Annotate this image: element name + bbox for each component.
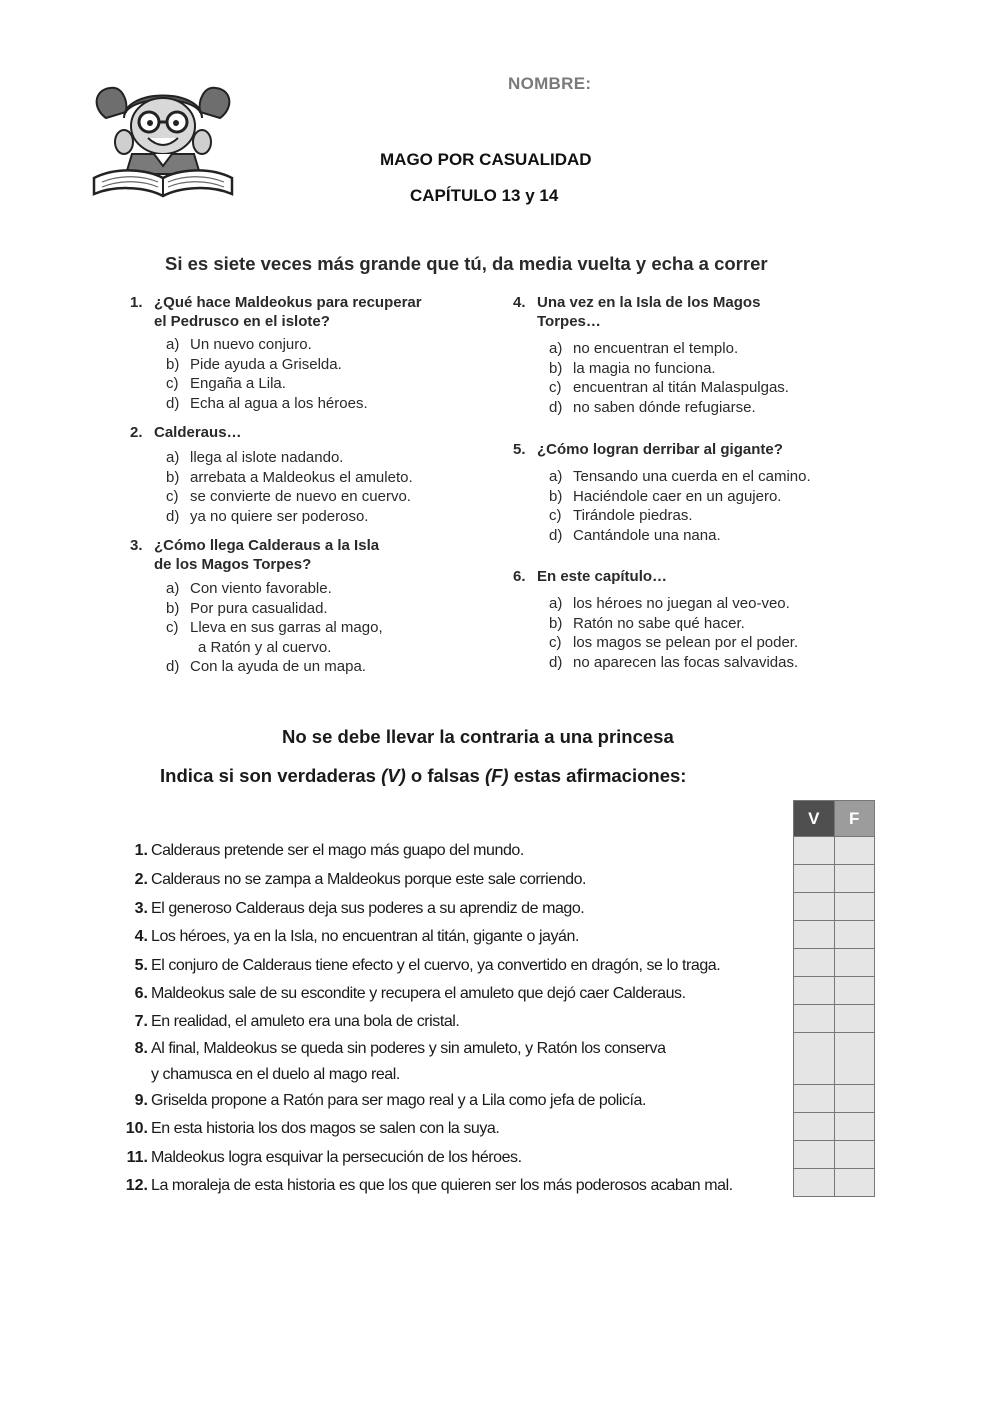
statement-row [118, 928, 579, 946]
option-text: Con viento favorable. [190, 580, 332, 597]
answer-cell-v[interactable] [794, 865, 835, 893]
question-text: En este capítulo… [537, 568, 668, 585]
answer-cell-v[interactable] [794, 921, 835, 949]
reading-girl-clipart-icon [88, 78, 238, 200]
question-text: el Pedrusco en el islote? [154, 313, 330, 330]
answer-cell-v[interactable] [794, 1005, 835, 1033]
answer-cell-v[interactable] [794, 837, 835, 865]
statement-text: Maldeokus logra esquivar la persecución de los héroes. [151, 1149, 522, 1166]
option [166, 599, 383, 619]
question-number: 3. [130, 537, 143, 554]
answer-cell-v[interactable] [794, 1085, 835, 1113]
option-text: no saben dónde refugiarse. [573, 398, 756, 416]
option-letter: d) [549, 653, 563, 671]
answer-cell-f[interactable] [834, 977, 875, 1005]
option [549, 653, 798, 673]
question-number: 5. [513, 441, 526, 458]
statement-number: 4. [134, 928, 148, 945]
statement-text: En realidad, el amuleto era una bola de cristal. [151, 1013, 460, 1030]
option-text: Echa al agua a los héroes. [190, 394, 368, 412]
question-6-options [549, 594, 798, 672]
option [166, 657, 383, 677]
statement-text: Los héroes, ya en la Isla, no encuentran al titán, gigante o jayán. [151, 928, 579, 945]
option-letter: b) [549, 359, 563, 377]
option-letter: d) [166, 658, 180, 676]
option-letter: c) [166, 375, 179, 393]
question-3 [130, 536, 379, 574]
question-text: de los Magos Torpes? [154, 556, 312, 573]
statement-text: Maldeokus sale de su escondite y recupera el amuleto que dejó caer Calderaus. [151, 985, 686, 1002]
statement-number: 8. [134, 1040, 148, 1057]
answer-cell-v[interactable] [794, 1141, 835, 1169]
statement-text: Calderaus no se zampa a Maldeokus porque este sale corriendo. [151, 871, 587, 888]
question-text: Torpes… [537, 313, 601, 330]
statement-number: 12. [125, 1177, 148, 1194]
option [549, 487, 811, 507]
book-title: MAGO POR CASUALIDAD [380, 150, 592, 169]
option-text: Con la ayuda de un mapa. [190, 658, 366, 676]
question-5-options [549, 467, 811, 545]
statement-number: 2. [134, 871, 148, 888]
option [549, 594, 798, 614]
option [166, 618, 383, 638]
statement-text: Griselda propone a Ratón para ser mago real y a Lila como jefa de policía. [151, 1092, 646, 1109]
question-4-options [549, 339, 789, 417]
option [166, 394, 368, 414]
option-letter: b) [549, 487, 563, 505]
option-letter: b) [166, 355, 180, 373]
statement-text: El generoso Calderaus deja sus poderes a su aprendiz de mago. [151, 900, 585, 917]
option-text: Tensando una cuerda en el camino. [573, 468, 811, 485]
statement-row [118, 1120, 499, 1138]
statement-row [118, 1177, 733, 1195]
option [166, 448, 413, 468]
statement-number: 3. [134, 900, 148, 917]
answer-cell-v[interactable] [794, 1113, 835, 1141]
option-letter: a) [549, 468, 563, 485]
answer-cell-v[interactable] [794, 977, 835, 1005]
option [166, 468, 413, 488]
statement-row [118, 842, 524, 860]
option [549, 526, 811, 546]
option-text: Haciéndole caer en un agujero. [573, 487, 782, 505]
instruction-text: estas afirmaciones: [508, 765, 687, 786]
option [549, 378, 789, 398]
column-header-v: V [794, 801, 835, 837]
option-text: se convierte de nuevo en cuervo. [190, 488, 411, 506]
option [549, 506, 811, 526]
option-letter: a) [549, 340, 563, 357]
option-text: los héroes no juegan al veo-veo. [573, 595, 790, 612]
option-letter: b) [549, 614, 563, 632]
question-number: 1. [130, 294, 143, 311]
statement-number: 1. [134, 842, 148, 859]
option [166, 507, 413, 527]
option-text: Lleva en sus garras al mago, [190, 619, 383, 637]
true-false-grid [793, 800, 875, 1197]
option-text-continued: a Ratón y al cuervo. [198, 638, 332, 656]
statement-text: Al final, Maldeokus se queda sin poderes y sin amuleto, y Ratón los conserva [151, 1040, 666, 1057]
option-text: Pide ayuda a Griselda. [190, 355, 342, 373]
statement-row [118, 1013, 459, 1031]
option-letter: d) [166, 394, 180, 412]
option-letter: c) [549, 379, 562, 397]
option-letter: a) [549, 595, 563, 612]
option-text: encuentran al titán Malaspulgas. [573, 379, 789, 397]
instruction-text: o falsas [405, 765, 485, 786]
question-1-options [166, 335, 368, 413]
option-text: arrebata a Maldeokus el amuleto. [190, 468, 413, 486]
answer-cell-v[interactable] [794, 1169, 835, 1197]
answer-cell-f[interactable] [834, 921, 875, 949]
option-letter: a) [166, 449, 180, 466]
option [166, 335, 368, 355]
statement-row [118, 985, 686, 1003]
section2-title: No se debe llevar la contraria a una princesa [282, 726, 674, 747]
option-text: Un nuevo conjuro. [190, 336, 312, 353]
answer-cell-f[interactable] [834, 837, 875, 865]
statement-text: En esta historia los dos magos se salen con la suya. [151, 1120, 500, 1137]
statement-text: Calderaus pretende ser el mago más guapo del mundo. [151, 842, 524, 859]
question-number: 2. [130, 424, 143, 441]
option-letter: c) [549, 507, 562, 525]
question-number: 6. [513, 568, 526, 585]
statement-number: 9. [134, 1092, 148, 1109]
instruction-f: (F) [484, 765, 509, 786]
question-text: ¿Cómo logran derribar al gigante? [537, 441, 783, 458]
instruction-v: (V) [381, 765, 406, 786]
option-letter: c) [166, 619, 179, 637]
statement-number: 11. [126, 1149, 148, 1166]
instruction-text: Indica si son verdaderas [160, 765, 382, 786]
statement-row [118, 871, 586, 889]
answer-cell-f[interactable] [834, 1141, 875, 1169]
answer-cell-f[interactable] [834, 1113, 875, 1141]
option [549, 614, 798, 634]
answer-cell-f[interactable] [834, 1169, 875, 1197]
question-6 [513, 567, 667, 586]
question-3-options [166, 579, 383, 677]
option [166, 579, 383, 599]
option-text: Engaña a Lila. [190, 375, 286, 393]
statement-text: La moraleja de esta historia es que los que quieren ser los más poderosos acaban mal. [151, 1177, 733, 1194]
option-letter: a) [166, 580, 180, 597]
option [549, 467, 811, 487]
option [549, 359, 789, 379]
option-text: Ratón no sabe qué hacer. [573, 614, 745, 632]
option-letter: d) [549, 526, 563, 544]
option-text: los magos se pelean por el poder. [573, 634, 799, 652]
answer-cell-f[interactable] [834, 865, 875, 893]
column-header-f: F [834, 801, 875, 837]
statement-row [118, 1149, 522, 1167]
answer-cell-f[interactable] [834, 1005, 875, 1033]
question-text: ¿Cómo llega Calderaus a la Isla [154, 537, 380, 554]
option [166, 374, 368, 394]
option-letter: d) [549, 398, 563, 416]
answer-cell-f[interactable] [834, 893, 875, 921]
statement-number: 7. [134, 1013, 148, 1030]
nombre-label: NOMBRE: [508, 74, 592, 93]
answer-cell-f[interactable] [834, 1085, 875, 1113]
option-letter: d) [166, 507, 180, 525]
option [549, 339, 789, 359]
question-2 [130, 423, 242, 442]
question-text: Una vez en la Isla de los Magos [537, 294, 761, 311]
answer-cell-f[interactable] [834, 1033, 875, 1085]
option-text: llega al islote nadando. [190, 449, 344, 466]
statement-number: 6. [134, 985, 148, 1002]
option-text: no aparecen las focas salvavidas. [573, 653, 799, 671]
statement-row [118, 957, 720, 975]
statement-row [118, 900, 584, 918]
statement-row [118, 1092, 646, 1110]
option-text: no encuentran el templo. [573, 340, 739, 357]
option-text: la magia no funciona. [573, 359, 716, 377]
question-1 [130, 293, 422, 331]
option-letter: c) [166, 488, 179, 506]
statement-text-continued: y chamusca en el duelo al mago real. [151, 1066, 400, 1083]
question-text: Calderaus… [154, 424, 242, 441]
question-4 [513, 293, 760, 331]
section1-title: Si es siete veces más grande que tú, da media vuelta y echa a correr [165, 253, 768, 274]
option-letter: b) [166, 468, 180, 486]
option-text: Cantándole una nana. [573, 526, 721, 544]
question-5 [513, 440, 783, 459]
chapter-title: CAPÍTULO 13 y 14 [410, 186, 559, 205]
answer-cell-v[interactable] [794, 949, 835, 977]
option [549, 398, 789, 418]
question-2-options [166, 448, 413, 526]
answer-cell-v[interactable] [794, 893, 835, 921]
option-text: Por pura casualidad. [190, 599, 328, 617]
option-letter: b) [166, 599, 180, 617]
statement-text: El conjuro de Calderaus tiene efecto y el cuervo, ya convertido en dragón, se lo traga. [151, 957, 721, 974]
option [549, 633, 798, 653]
option-text: ya no quiere ser poderoso. [190, 507, 369, 525]
statement-number: 10. [125, 1120, 148, 1137]
question-text: ¿Qué hace Maldeokus para recuperar [154, 294, 422, 311]
statement-row [118, 1040, 666, 1083]
option [166, 487, 413, 507]
option [166, 355, 368, 375]
statement-number: 5. [134, 957, 148, 974]
option-letter: a) [166, 336, 180, 353]
answer-cell-v[interactable] [794, 1033, 835, 1085]
option-letter: c) [549, 634, 562, 652]
answer-cell-f[interactable] [834, 949, 875, 977]
option-text: Tirándole piedras. [573, 507, 693, 525]
question-number: 4. [513, 294, 526, 311]
true-false-instruction [160, 765, 686, 787]
